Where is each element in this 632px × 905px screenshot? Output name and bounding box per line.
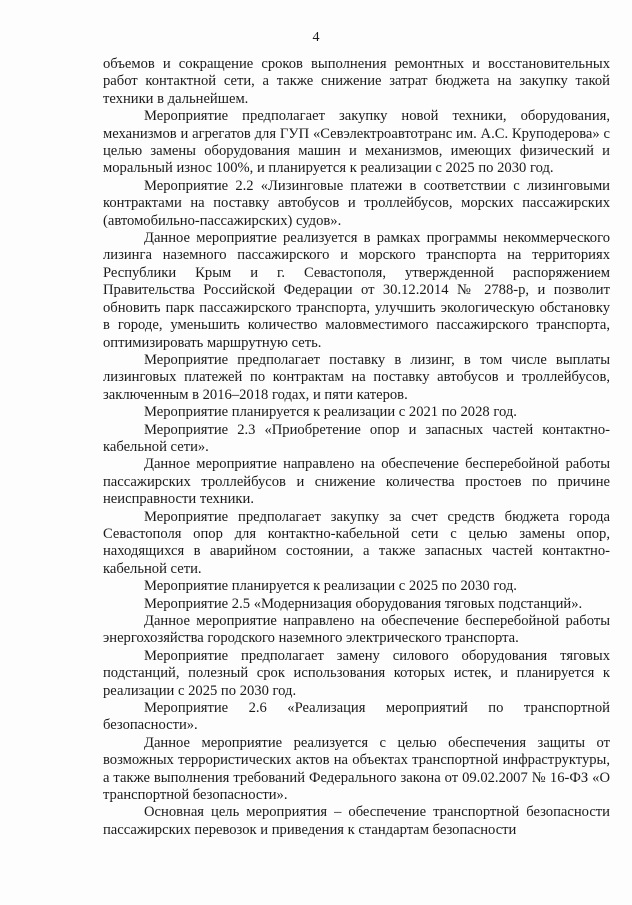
- page-number: 4: [312, 30, 320, 45]
- document-body: [103, 56, 610, 839]
- paragraph: Мероприятие планируется к реализации с 2021 по 2028 год.: [144, 404, 517, 421]
- paragraph: Мероприятие предполагает замену силового оборудования тяговых подстанций, полезный срок использования которых истек, и планируется к реализации с 2025 по 2030 год.: [103, 647, 610, 699]
- paragraph: Мероприятие предполагает закупку за счет средств бюджета города Севастополя опор для контактно-кабельной сети с целью замены опор, находящихся в аварийном состоянии, а также запасных частей контактно-кабельной сети.: [103, 508, 610, 577]
- paragraph-continuation: объемов и сокращение сроков выполнения ремонтных и восстановительных работ контактной сети, а также снижение затрат бюджета на закупку такой техники в дальнейшем.: [103, 56, 610, 107]
- paragraph: Данное мероприятие направлено на обеспечение бесперебойной работы пассажирских троллейбусов и снижение количества простоев по причине неисправности техники.: [103, 456, 610, 508]
- paragraph: Мероприятие планируется к реализации с 2025 по 2030 год.: [144, 578, 517, 595]
- paragraph-measure-heading: Мероприятие 2.5 «Модернизация оборудования тяговых подстанций».: [144, 595, 583, 612]
- paragraph: Данное мероприятие реализуется с целью обеспечения защиты от возможных террористических актов на объектах транспортной инфраструктуры, а также выполнения требований Федерального закона от 09.02.2007 № 16-ФЗ «О транспортной безопасности».: [103, 734, 610, 804]
- paragraph-measure-heading: Мероприятие 2.3 «Приобретение опор и запасных частей контактно-кабельной сети».: [103, 421, 610, 455]
- paragraph: Мероприятие предполагает поставку в лизинг, в том числе выплаты лизинговых платежей по контрактам на поставку автобусов и троллейбусов, заключенным в 2016–2018 годах, и пяти катеров.: [103, 351, 610, 403]
- paragraph-measure-heading: Мероприятие 2.6 «Реализация мероприятий по транспортной безопасности».: [103, 700, 610, 734]
- paragraph: Данное мероприятие реализуется в рамках программы некоммерческого лизинга наземного пассажирского и морского транспорта на территориях Республики Крым и г. Севастополя, утвержденной распоряжением Правительства Российской Федерации от 30.12.2014 № 2788-р, и позволит обновить парк пассажирского транспорта, улучшить экологическую обстановку в городе, уменьшить количество маловместимого пассажирского транспорта, оптимизировать маршрутную сеть.: [103, 230, 610, 351]
- paragraph: Данное мероприятие направлено на обеспечение бесперебойной работы энергохозяйства городского наземного электрического транспорта.: [103, 613, 610, 647]
- paragraph-measure-heading: Мероприятие 2.2 «Лизинговые платежи в соответствии с лизинговыми контрактами на поставку автобусов и троллейбусов, морских пассажирских (автомобильно-пассажирских) судов».: [103, 177, 610, 229]
- paragraph: Основная цель мероприятия – обеспечение транспортной безопасности пассажирских перевозок и приведения к стандартам безопасности: [103, 804, 610, 838]
- paragraph: Мероприятие предполагает закупку новой техники, оборудования, механизмов и агрегатов для ГУП «Севэлектроавтотранс им. А.С. Круподерова» с целью замены оборудования машин и механизмов, имеющих физический и моральный износ 100%, и планируется к реализации с 2025 по 2030 год.: [103, 108, 610, 177]
